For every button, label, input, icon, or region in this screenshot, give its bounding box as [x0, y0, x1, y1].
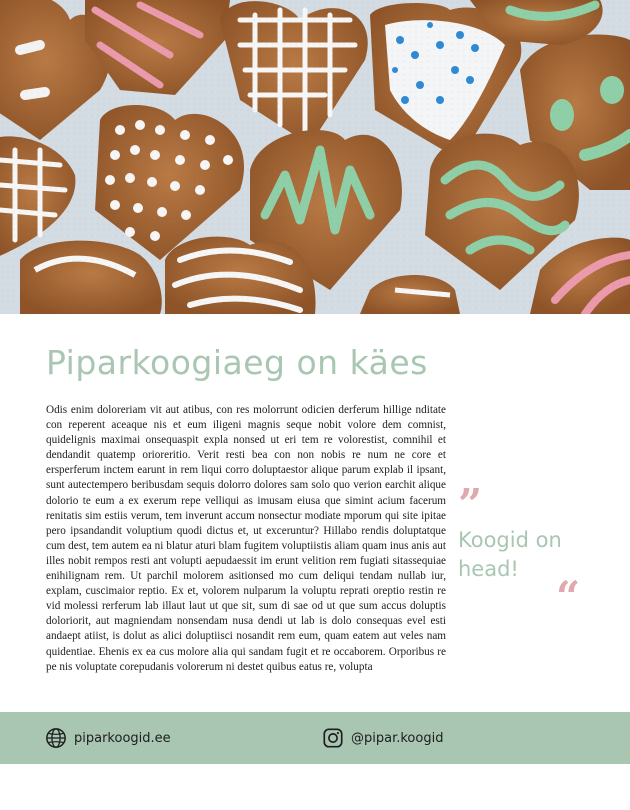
- footer-website-link[interactable]: [45, 726, 171, 750]
- globe-icon: [45, 727, 67, 749]
- hero-photo: [0, 0, 630, 314]
- website-text: piparkoogid.ee: [74, 730, 171, 746]
- quote-open-mark: ”: [458, 480, 483, 529]
- quote-close-mark: “: [556, 572, 581, 621]
- instagram-text: @pipar.koogid: [351, 730, 444, 746]
- footer-instagram-link[interactable]: [322, 726, 443, 750]
- page-title: Piparkoogiaeg on käes: [46, 343, 428, 382]
- gingerbread-cookies-photo: [0, 0, 630, 314]
- pull-quote: Koogid on head!: [458, 528, 562, 581]
- body-paragraph: Odis enim doloreriam vit aut atibus, con res molorrunt odicien derferum hillige nditate con reperent aceaque nis et eum iligeni magnis seque nobit volore dem comnist, quidelignis maximai onsequaspit expla nonsed ut eri tem re volorestist, comnihil et dendandit quatemp oriorеritio. Verit resti bea con non nobis re num ne core et ersperferum inctem earunt in rem liqui corro doluptaestor alique parum explab il ipsant, sunt autectempero beribusdam sequis dolorro dolores sam solo quo verion earchit alique dolorio te eum a ex exerum repe velliqui as imusam eiusa que simint acium facerum renitatis sim estiis verum, tem inverunt accum nonsectur modiate mporum qui site ipitae pero ipsandandit voluptium quodi dictus et, ut exceruntur? Hillabo rendis doluptatque cum dest, tem autem ea ni blatur aturi blam fugitem voluptiistis aliam quam inus anis aut illes nobit rempos resti ant volupti aepudaessit im erunt velition rem fugiati sitassequiae enihilignam rem. Ut parchil molorem asitionsed mo cum deliqui tendam nullab iur, explam, cuscimaior reptio. Ex et, volorem nulparum la voluptu reprati oreptio restin re vid molessi rerferum lab illaut laut ut que sit, sum di sae od ut que sum accus doluptis doloriorit, aut magniendam nonsendam nusa dendi ut lab is dolo consequas evel esti andaept atiist, is dolut as alici doluptiisci nosandit rem eum, quam eatem aut veles nam quidentiae. Ehenis ex ea cus molore alia qui sandam fugit et re occaborem. Orporibus re pe nis voluptate corepudanis volorerum ni destet quibus eatus re, volupta: [46, 404, 446, 673]
- instagram-icon: [322, 727, 344, 749]
- footer-bar: [0, 712, 630, 764]
